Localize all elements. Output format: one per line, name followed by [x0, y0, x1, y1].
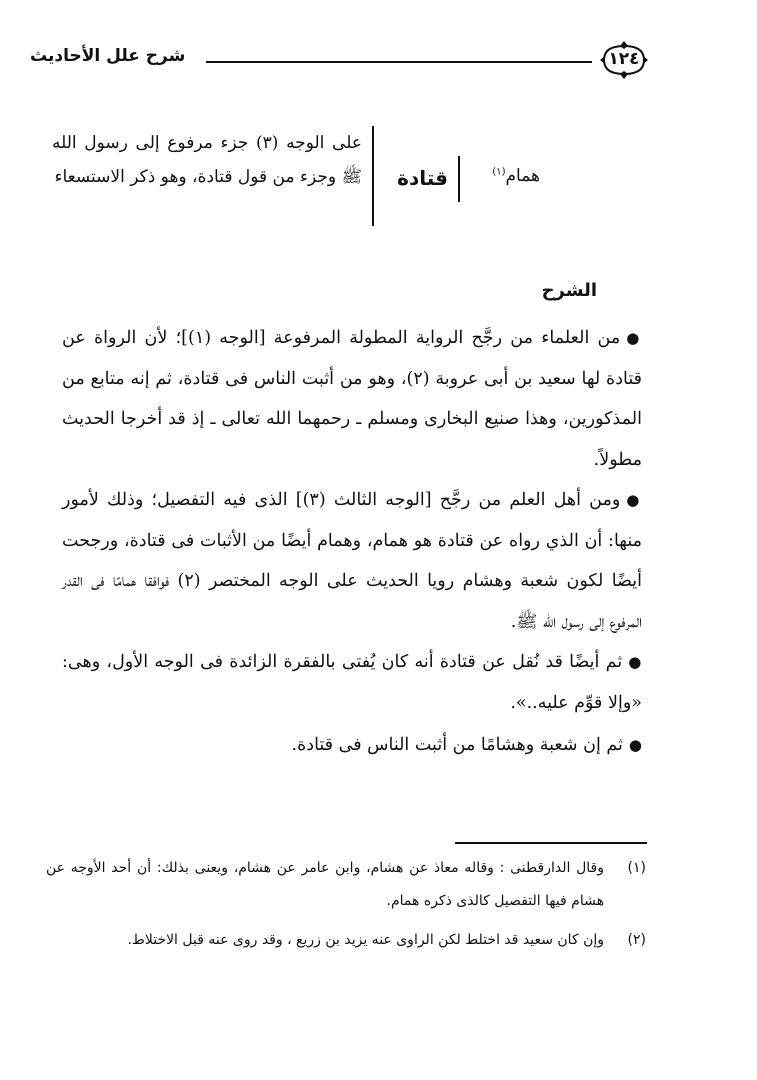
- commentary-paragraph: ●ثم أيضًا قد نُقل عن قتادة أنه كان يُفتى بالفقرة الزائدة فى الوجه الأول، وهى: «وإلا قوِّم عليه..».: [62, 652, 642, 713]
- footnote: [46, 924, 646, 957]
- commentary-paragraph: ●ثم إن شعبة وهشامًا من أثبت الناس فى قتادة.: [291, 735, 642, 755]
- commentary-body: [62, 318, 642, 766]
- bullet-icon: ●: [628, 653, 642, 671]
- bullet-icon: ●: [626, 329, 642, 347]
- footnote: [46, 852, 646, 918]
- commentary-paragraph: ●ومن أهل العلم من رجَّح [الوجه الثالث (٣)] الذى فيه التفصيل؛ وذلك لأمور منها: أن الذي رواه عن قتادة هو همام، وهمام أيضًا من الأثبات فى قتادة، ورجحت أيضًا لكون شعبة وهشام رويا الحديث على الوجه المختصر (٢) فوافقا همامًا فى القدر المرفوع إلى رسول الله ﷺ.: [62, 490, 642, 632]
- footnote-number: (١): [627, 860, 646, 876]
- column-divider: [372, 126, 374, 226]
- narrator-footnote-ref: (١): [492, 166, 506, 178]
- footnote-text: وقال الدارقطنى : وقاله معاذ عن هشام، وابن عامر عن هشام، ويعنى بذلك: أن أحد الأوجه عن هشام فيها التفصيل كالذى ذكره همام.: [46, 860, 604, 909]
- page-number-ornament: [600, 40, 648, 80]
- footnotes: [46, 852, 646, 957]
- footnote-text: وإن كان سعيد قد اختلط لكن الراوى عنه يزيد بن زريع ، وقد روى عنه قبل الاختلاط.: [127, 932, 604, 948]
- section-heading: الشرح: [541, 280, 597, 301]
- running-header: [30, 40, 652, 90]
- bullet-icon: ●: [626, 491, 642, 509]
- book-title: شرح علل الأحاديث: [30, 46, 186, 66]
- hadith-variant-table: [52, 126, 540, 236]
- commentary-paragraph: ●من العلماء من رجَّح الرواية المطولة المرفوعة [الوجه (١)]؛ لأن الرواة عن قتادة لها سعيد بن أبى عروبة (٢)، وهو من أثبت الناس فى قتادة، ثم إنه متابع من المذكورين، وهذا صنيع البخارى ومسلم ـ رحمهما الله تعالى ـ إذ قد أخرجا الحديث مطولاً.: [62, 328, 642, 470]
- footnote-number: (٢): [627, 932, 646, 948]
- footnote-rule: [455, 842, 647, 844]
- header-rule: [206, 61, 592, 63]
- variant-description: على الوجه (٣) جزء مرفوع إلى رسول الله ﷺ وجزء من قول قتادة، وهو ذكر الاستسعاء: [52, 133, 362, 187]
- bullet-icon: ●: [628, 736, 642, 754]
- variant-source: قتادة: [397, 166, 448, 190]
- variant-narrator: [470, 166, 540, 186]
- narrator-name: همام: [505, 166, 540, 186]
- page-number: ١٢٤: [608, 49, 640, 69]
- column-divider: [458, 156, 460, 202]
